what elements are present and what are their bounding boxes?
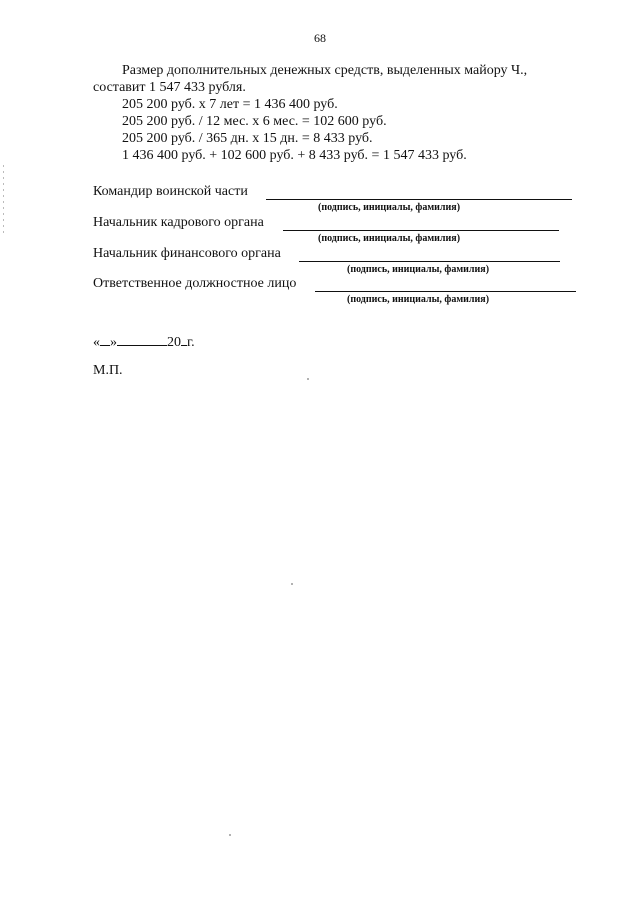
year-suffix: г. — [187, 335, 195, 350]
signature-role-personnel: Начальник кадрового органа — [93, 215, 264, 230]
signature-hint-personnel: (подпись, инициалы, фамилия) — [318, 233, 461, 244]
signature-hint-responsible: (подпись, инициалы, фамилия) — [347, 294, 490, 305]
intro-line-2: составит 1 547 433 рубля. — [93, 80, 246, 95]
stamp-label: М.П. — [93, 363, 123, 378]
scan-speck — [229, 834, 231, 836]
month-blank[interactable] — [117, 335, 167, 346]
signature-line-commander[interactable] — [266, 199, 572, 200]
scan-edge-marks — [3, 165, 4, 235]
signature-role-finance: Начальник финансового органа — [93, 246, 281, 261]
signature-role-commander: Командир воинской части — [93, 184, 248, 199]
day-blank[interactable] — [100, 335, 110, 346]
date-close-quote: » — [110, 335, 117, 350]
scan-speck — [291, 583, 293, 585]
calculation-line-years: 205 200 руб. х 7 лет = 1 436 400 руб. — [122, 97, 338, 112]
date-field — [93, 335, 195, 351]
calculation-line-days: 205 200 руб. / 365 дн. х 15 дн. = 8 433 руб. — [122, 131, 373, 146]
signature-hint-commander: (подпись, инициалы, фамилия) — [318, 202, 461, 213]
signature-line-personnel[interactable] — [283, 230, 559, 231]
signature-line-finance[interactable] — [299, 261, 560, 262]
calculation-line-total: 1 436 400 руб. + 102 600 руб. + 8 433 руб. = 1 547 433 руб. — [122, 148, 467, 163]
signature-role-responsible: Ответственное должностное лицо — [93, 276, 297, 291]
signature-line-responsible[interactable] — [315, 291, 576, 292]
scan-speck — [307, 378, 309, 380]
year-prefix: 20 — [167, 335, 181, 350]
intro-line-1: Размер дополнительных денежных средств, выделенных майору Ч., — [122, 63, 528, 78]
date-open-quote: « — [93, 335, 100, 350]
signature-hint-finance: (подпись, инициалы, фамилия) — [347, 264, 490, 275]
calculation-line-months: 205 200 руб. / 12 мес. х 6 мес. = 102 600 руб. — [122, 114, 387, 129]
page-number: 68 — [314, 31, 326, 45]
